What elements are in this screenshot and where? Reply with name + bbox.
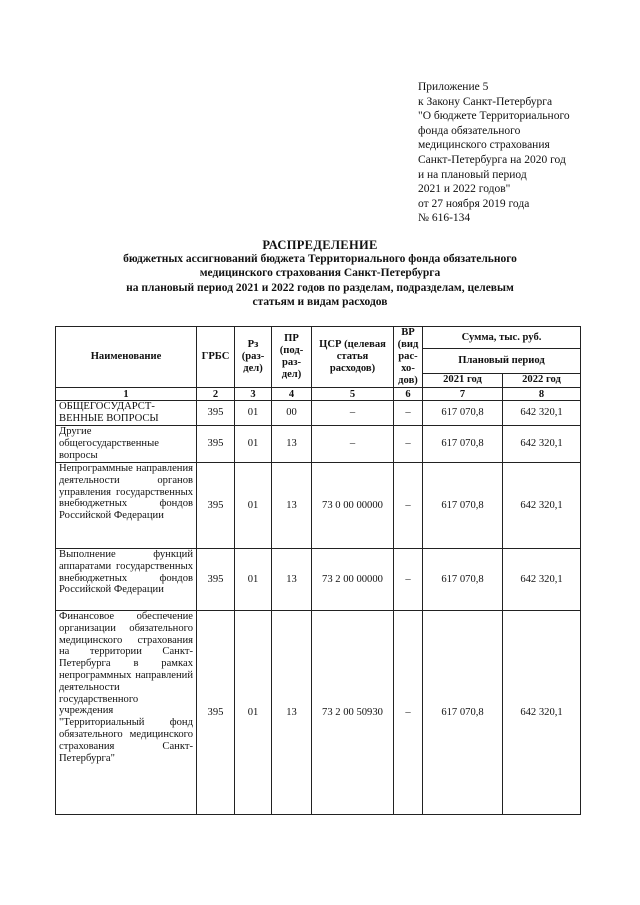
row-2021: 617 070,8 [423,426,503,463]
appendix-note [418,80,633,226]
row-grbs: 395 [197,611,235,815]
row-pr: 13 [272,611,312,815]
row-vr: – [394,549,423,611]
row-rz: 01 [235,463,272,549]
row-name: Непрограммные направления деятельности органов управления государственных внебюджетных фондов Российской Федерации [56,463,197,549]
header-sum: Сумма, тыс. руб. [423,327,581,349]
appendix-line: Приложение 5 [418,81,489,93]
column-number: 6 [394,388,423,401]
appendix-line: Санкт-Петербурга на 2020 год [418,153,566,166]
row-2022: 642 320,1 [503,611,581,815]
row-2021: 617 070,8 [423,463,503,549]
row-grbs: 395 [197,401,235,426]
title-line: статьям и видам расходов [252,295,388,308]
row-name: Выполнение функций аппаратами государственных внебюджетных фондов Российской Федерации [56,549,197,611]
row-2022: 642 320,1 [503,549,581,611]
row-2022: 642 320,1 [503,401,581,426]
column-number: 7 [423,388,503,401]
appendix-line: от 27 ноября 2019 года [418,197,530,210]
row-grbs: 395 [197,426,235,463]
row-pr: 13 [272,549,312,611]
appendix-line: "О бюджете Территориального [418,110,570,123]
title-line: медицинского страхования Санкт-Петербурга [199,267,441,280]
header-name: Наименование [56,327,197,388]
row-2021: 617 070,8 [423,611,503,815]
column-number: 3 [235,388,272,401]
row-pr: 00 [272,401,312,426]
row-csr: – [312,401,394,426]
appendix-line: № 616-134 [418,212,471,225]
header-2021: 2021 год [423,373,503,387]
table-row [56,611,581,815]
row-rz: 01 [235,549,272,611]
title-line: на плановый период 2021 и 2022 годов по разделам, подразделам, целевым [126,281,514,294]
title-heading: РАСПРЕДЕЛЕНИЕ [262,238,378,252]
row-vr: – [394,611,423,815]
row-csr: 73 2 00 00000 [312,549,394,611]
table-row [56,401,581,426]
column-number: 8 [503,388,581,401]
appendix-line: к Закону Санкт-Петербурга [418,95,553,108]
title-line: бюджетных ассигнований бюджета Территориального фонда обязательного [123,253,517,266]
header-2022: 2022 год [503,373,581,387]
row-csr: 73 0 00 00000 [312,463,394,549]
column-number: 4 [272,388,312,401]
row-rz: 01 [235,426,272,463]
column-number: 1 [56,388,197,401]
row-2022: 642 320,1 [503,463,581,549]
row-csr: 73 2 00 50930 [312,611,394,815]
column-number: 2 [197,388,235,401]
budget-table [55,326,581,815]
appendix-line: 2021 и 2022 годов" [418,183,511,196]
row-name: Финансовое обеспечение организации обязательного медицинского страхования на территории Санкт-Петербурга в рамках непрограммных направлений деятельности государственного учреждения "Территориальный фонд обязательного медицинского страхования Санкт-Петербурга" [56,611,197,815]
appendix-line: и на плановый период [418,168,527,181]
row-2021: 617 070,8 [423,549,503,611]
table-row [56,549,581,611]
header-csr: ЦСР (целевая статья расходов) [312,327,394,388]
row-name: Другие общегосударственные вопросы [56,426,197,463]
column-number: 5 [312,388,394,401]
header-grbs: ГРБС [197,327,235,388]
row-grbs: 395 [197,463,235,549]
header-rz: Рз (раз-дел) [235,327,272,388]
row-rz: 01 [235,611,272,815]
row-name: ОБЩЕГОСУДАРСТ-ВЕННЫЕ ВОПРОСЫ [56,401,197,426]
row-vr: – [394,401,423,426]
header-vr: ВР (вид рас-хо-дов) [394,327,423,388]
appendix-line: медицинского страхования [418,139,550,152]
header-pr: ПР (под-раз-дел) [272,327,312,388]
row-vr: – [394,426,423,463]
appendix-line: фонда обязательного [418,124,521,137]
row-grbs: 395 [197,549,235,611]
row-2021: 617 070,8 [423,401,503,426]
row-2022: 642 320,1 [503,426,581,463]
row-vr: – [394,463,423,549]
header-planned-period: Плановый период [423,349,581,373]
document-title [20,238,620,309]
row-pr: 13 [272,463,312,549]
row-rz: 01 [235,401,272,426]
row-pr: 13 [272,426,312,463]
row-csr: – [312,426,394,463]
table-row [56,463,581,549]
table-row [56,426,581,463]
